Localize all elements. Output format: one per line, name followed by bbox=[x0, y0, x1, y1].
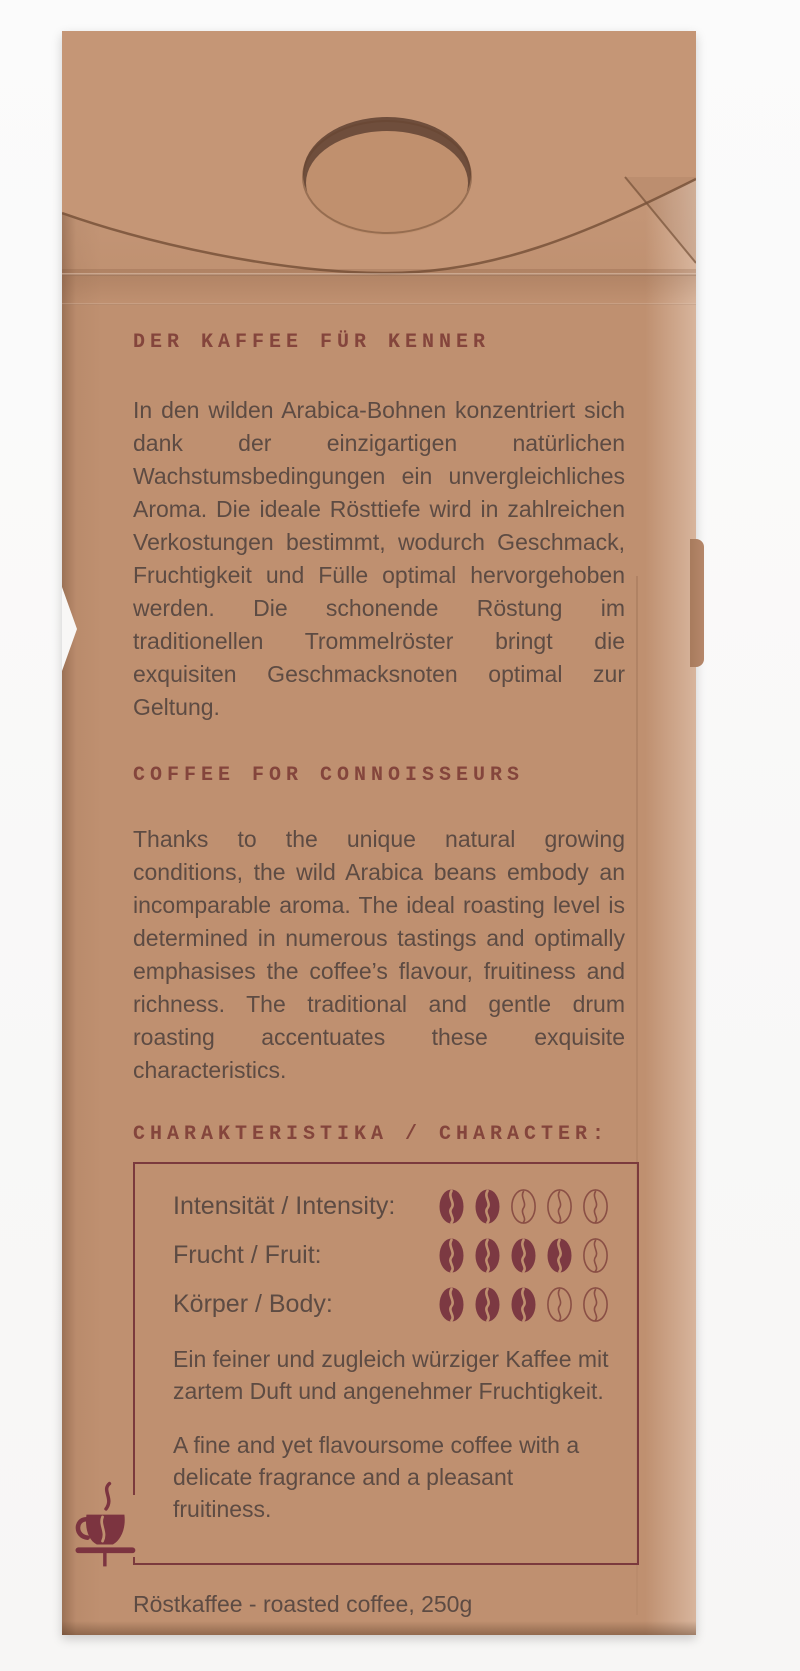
coffee-bean-icon bbox=[582, 1237, 609, 1274]
german-paragraph: In den wilden Arabica-Bohnen konzentriert sich dank der einzigartigen natürlichen Wachstumsbedingungen ein unvergleichliches Aroma. Die ideale Rösttiefe wird in zahlreichen Verkostungen bestimmt, wodurch Geschmack, Fruchtigkeit und Fülle optimal hervorgehoben werden. Die schonende Röstung im traditionellen Trommelröster bringt die exquisiten Geschmacksnoten optimal zur Geltung. bbox=[133, 397, 625, 720]
coffee-bean-icon bbox=[582, 1188, 609, 1225]
coffee-bean-icon bbox=[474, 1286, 501, 1323]
side-gusset-notch bbox=[62, 587, 77, 671]
rating-label: Körper / Body: bbox=[173, 1290, 333, 1318]
english-heading: COFFEE FOR CONNOISSEURS bbox=[133, 764, 525, 787]
rating-beans bbox=[438, 1188, 609, 1225]
label-content bbox=[133, 331, 625, 1618]
rating-label: Frucht / Fruit: bbox=[173, 1241, 322, 1269]
english-paragraph: Thanks to the unique natural growing conditions, the wild Arabica beans embody an incomparable aroma. The ideal roasting level is determined in numerous tastings and optimally emphasises the coffee’s flavour, fruitiness and richness. The traditional and gentle drum roasting accentuates these exquisite characteristics. bbox=[133, 826, 625, 1083]
coffee-bean-icon bbox=[438, 1237, 465, 1274]
coffee-bean-icon bbox=[510, 1237, 537, 1274]
coffee-bean-icon bbox=[546, 1188, 573, 1225]
coffee-bean-icon bbox=[510, 1188, 537, 1225]
fold-crease bbox=[62, 273, 696, 276]
fold-crease bbox=[62, 303, 696, 305]
coffee-bean-icon bbox=[474, 1237, 501, 1274]
rating-row bbox=[173, 1286, 611, 1323]
coffee-bean-icon bbox=[474, 1188, 501, 1225]
rating-beans bbox=[438, 1286, 609, 1323]
net-weight-text: Röstkaffee - roasted coffee, 250g bbox=[133, 1591, 473, 1617]
rating-row bbox=[173, 1237, 611, 1274]
rating-row bbox=[173, 1188, 611, 1225]
characteristics-heading: CHARAKTERISTIKA / CHARACTER: bbox=[133, 1123, 610, 1146]
coffee-cup-icon bbox=[69, 1479, 143, 1571]
rating-label: Intensität / Intensity: bbox=[173, 1192, 396, 1220]
package-top-flap bbox=[62, 31, 696, 281]
flap-handle-cutout bbox=[303, 117, 471, 235]
character-description-de: Ein feiner und zugleich würziger Kaffee mit zartem Duft und angenehmer Fruchtigkeit. bbox=[173, 1346, 609, 1404]
side-gusset-fold bbox=[690, 539, 704, 667]
coffee-bean-icon bbox=[510, 1286, 537, 1323]
german-heading: DER KAFFEE FÜR KENNER bbox=[133, 331, 491, 354]
characteristics-box bbox=[133, 1162, 639, 1565]
coffee-bean-icon bbox=[546, 1286, 573, 1323]
coffee-bean-icon bbox=[582, 1286, 609, 1323]
character-description-en: A fine and yet flavoursome coffee with a delicate fragrance and a pleasant fruitiness. bbox=[173, 1432, 580, 1522]
coffee-package-back bbox=[62, 31, 696, 1635]
rating-beans bbox=[438, 1237, 609, 1274]
coffee-bean-icon bbox=[438, 1286, 465, 1323]
ratings-table bbox=[173, 1188, 611, 1323]
coffee-bean-icon bbox=[438, 1188, 465, 1225]
coffee-bean-icon bbox=[546, 1237, 573, 1274]
